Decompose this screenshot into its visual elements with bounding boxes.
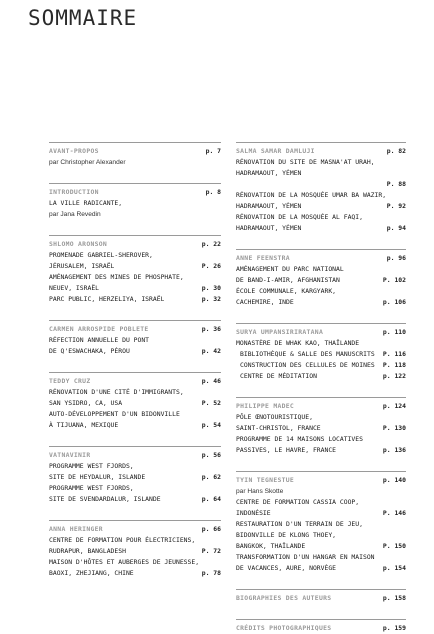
entry-title: INDONÉSIE [236, 509, 271, 517]
toc-section-heading[interactable] [49, 187, 221, 198]
entry-title: DE BAND-I-AMIR, AFGHANISTAN [236, 276, 340, 284]
entry-title: RÉNOVATION DE LA MOSQUÉE AL FAQI, [236, 213, 363, 221]
author-name: ANNE FEENSTRA [236, 254, 290, 262]
entry-title: BIBLIOTHÈQUE & SALLE DES MANUSCRITS [240, 350, 375, 358]
entry-title: PASSIVES, LE HAVRE, FRANCE [236, 446, 337, 454]
entry-title: BIDONVILLE DE KLONG THOEY, [236, 531, 337, 539]
page-number: P. 52 [201, 399, 221, 407]
entry-title: CENTRE DE FORMATION POUR ÉLECTRICIENS, [49, 536, 196, 544]
toc-entry[interactable] [49, 198, 221, 209]
author-name: ANNA HERINGER [49, 525, 103, 533]
page-number: p. 64 [201, 495, 221, 503]
page-number: p. 106 [382, 298, 406, 306]
toc-section [49, 183, 221, 220]
toc-entry[interactable] [236, 201, 406, 212]
toc-entry[interactable] [236, 371, 406, 382]
page-number: p. 159 [382, 624, 406, 632]
page-number: p. 54 [201, 421, 221, 429]
page-number: P. 130 [382, 424, 406, 432]
page-number: p. 7 [205, 147, 221, 155]
toc-entry[interactable] [49, 557, 221, 568]
toc-section-heading[interactable] [236, 146, 406, 157]
toc-entry[interactable] [49, 250, 221, 261]
entry-title: AMÉNAGEMENT DES MINES DE PHOSPHATE, [49, 273, 184, 281]
toc-right-column [236, 142, 406, 634]
page-number: P. 150 [382, 542, 406, 550]
entry-title: SITE DE HEYDALUR, ISLANDE [49, 473, 146, 481]
toc-entry[interactable] [49, 420, 221, 431]
entry-title: LA VILLE RADICANTE, [49, 199, 123, 207]
page-number: P. 102 [382, 276, 406, 284]
page-number: P. 116 [382, 350, 406, 358]
toc-entry[interactable] [236, 338, 406, 349]
toc-entry[interactable] [236, 297, 406, 308]
entry-title: RÉFECTION ANNUELLE DU PONT [49, 336, 150, 344]
toc-entry[interactable] [236, 264, 406, 275]
toc-entry[interactable] [236, 530, 406, 541]
page-number: p. 46 [201, 377, 221, 385]
toc-section-heading[interactable] [236, 327, 406, 338]
author-name: INTRODUCTION [49, 188, 99, 196]
toc-section-heading[interactable] [49, 376, 221, 387]
toc-entry[interactable] [236, 563, 406, 574]
toc-entry[interactable] [236, 486, 406, 497]
entry-title: PROGRAMME WEST FJORDS, [49, 462, 134, 470]
entry-title: PROMENADE GABRIEL-SHEROVER, [49, 251, 153, 259]
author-name: PHILIPPE MADEC [236, 402, 295, 410]
toc-entry[interactable] [236, 541, 406, 552]
toc-entry[interactable] [49, 461, 221, 472]
toc-entry[interactable] [236, 223, 406, 234]
toc-entry[interactable] [236, 179, 406, 190]
entry-title: JÉRUSALEM, ISRAËL [49, 262, 115, 270]
page-number: p. 158 [382, 594, 406, 602]
section-spacer [236, 574, 406, 589]
page-number: p. 78 [201, 569, 221, 577]
entry-title: PÔLE ŒNOTOURISTIQUE, [236, 413, 313, 421]
section-spacer [236, 308, 406, 323]
author-name: CARMEN ARROSPIDE POBLETE [49, 325, 149, 333]
author-name: VATNAVINIR [49, 451, 91, 459]
entry-title: RÉNOVATION D'UNE CITÉ D'IMMIGRANTS, [49, 388, 184, 396]
section-spacer [236, 604, 406, 619]
entry-title: CENTRE DE FORMATION CASSIA COOP, [236, 498, 360, 506]
entry-title: CACHEMIRE, INDE [236, 298, 294, 306]
toc-entry[interactable] [236, 349, 406, 360]
author-name: TEDDY CRUZ [49, 377, 91, 385]
page-number: P. 88 [386, 180, 406, 188]
toc-section [236, 397, 406, 456]
page-number: p. 56 [201, 451, 221, 459]
entry-title: RUDRAPUR, BANGLADESH [49, 547, 126, 555]
entry-title: ÉCOLE COMMUNALE, KARGYARK, [236, 287, 337, 295]
page-number: p. 136 [382, 446, 406, 454]
toc-entry[interactable] [236, 190, 406, 201]
entry-title: HADRAMAOUT, YÉMEN [236, 202, 302, 210]
page-number: p. 62 [201, 473, 221, 481]
entry-title: PROGRAMME WEST FJORDS, [49, 484, 134, 492]
toc-entry[interactable] [236, 508, 406, 519]
entry-title: PROGRAMME DE 14 MAISONS LOCATIVES [236, 435, 363, 443]
toc-entry[interactable] [236, 423, 406, 434]
toc-section [49, 142, 221, 168]
toc-section-heading[interactable] [236, 253, 406, 264]
section-spacer [49, 220, 221, 235]
toc-entry[interactable] [49, 261, 221, 272]
page-number: p. 94 [386, 224, 406, 232]
toc-entry[interactable] [49, 546, 221, 557]
entry-title: SITE DE SVENDARDALUR, ISLANDE [49, 495, 161, 503]
author-name: TYIN TEGNESTUE [236, 476, 295, 484]
entry-title: par Hans Skotte [236, 488, 284, 495]
toc-entry[interactable] [49, 568, 221, 579]
page-number: p. 32 [201, 295, 221, 303]
page-number: p. 110 [382, 328, 406, 336]
toc-entry[interactable] [236, 445, 406, 456]
entry-title: HADRAMAOUT, YÉMEN [236, 224, 302, 232]
page-number: p. 66 [201, 525, 221, 533]
toc-entry[interactable] [49, 494, 221, 505]
author-name: AVANT-PROPOS [49, 147, 99, 155]
toc-section [236, 249, 406, 308]
section-spacer [236, 234, 406, 249]
toc-entry[interactable] [49, 472, 221, 483]
toc-entry[interactable] [236, 497, 406, 508]
entry-title: RÉNOVATION DU SITE DE MASNA'AT URAH, [236, 158, 375, 166]
page-number: p. 42 [201, 347, 221, 355]
toc-entry[interactable] [49, 283, 221, 294]
toc-entry[interactable] [236, 434, 406, 445]
toc-section-heading[interactable] [49, 524, 221, 535]
toc-section [236, 471, 406, 574]
toc-left-column [49, 142, 221, 579]
toc-entry[interactable] [236, 412, 406, 423]
entry-title: RESTAURATION D'UN TERRAIN DE JEU, [236, 520, 363, 528]
section-spacer [49, 168, 221, 183]
entry-title: SAINT-CHRISTOL, FRANCE [236, 424, 321, 432]
toc-entry[interactable] [49, 346, 221, 357]
toc-entry[interactable] [236, 360, 406, 371]
entry-title: AUTO-DÉVELOPPEMENT D'UN BIDONVILLE [49, 410, 180, 418]
toc-entry[interactable] [236, 519, 406, 530]
entry-title: HADRAMAOUT, YÉMEN [236, 169, 302, 177]
toc-section [236, 589, 406, 604]
toc-entry[interactable] [49, 387, 221, 398]
toc-entry[interactable] [236, 157, 406, 168]
toc-section [49, 372, 221, 431]
entry-title: CENTRE DE MÉDITATION [240, 372, 317, 380]
entry-title: SAN YSIDRO, CA, USA [49, 399, 123, 407]
toc-section [49, 446, 221, 505]
toc-entry[interactable] [49, 209, 221, 220]
page-number: p. 8 [205, 188, 221, 196]
toc-section [49, 520, 221, 579]
entry-title: par Jana Revedin [49, 211, 101, 218]
toc-entry[interactable] [236, 552, 406, 563]
section-spacer [236, 382, 406, 397]
page-number: p. 22 [201, 240, 221, 248]
toc-entry[interactable] [49, 483, 221, 494]
page-number: P. 72 [201, 547, 221, 555]
entry-title: À TIJUANA, MEXIQUE [49, 421, 119, 429]
section-spacer [49, 357, 221, 372]
toc-entry[interactable] [236, 275, 406, 286]
page-number: p. 124 [382, 402, 406, 410]
toc-entry[interactable] [49, 272, 221, 283]
page-number: p. 140 [382, 476, 406, 484]
toc-section-heading[interactable] [49, 324, 221, 335]
toc-section [49, 235, 221, 305]
toc-section [236, 323, 406, 382]
entry-title: DE Q'ESWACHAKA, PÉROU [49, 347, 130, 355]
page-title: SOMMAIRE [28, 6, 138, 30]
author-name: SURYA UMPANSIRIRATANA [236, 328, 324, 336]
page-number: p. 30 [201, 284, 221, 292]
page-number: p. 36 [201, 325, 221, 333]
page-number: P. 92 [386, 202, 406, 210]
toc-entry[interactable] [236, 286, 406, 297]
toc-section-heading[interactable] [236, 401, 406, 412]
toc-section-heading[interactable] [236, 593, 406, 604]
author-name: SHLOMO ARONSON [49, 240, 108, 248]
section-spacer [49, 431, 221, 446]
entry-title: NEUEV, ISRAËL [49, 284, 100, 292]
toc-section-heading[interactable] [49, 450, 221, 461]
page-number: P. 146 [382, 509, 406, 517]
entry-title: BAOXI, ZHEJIANG, CHINE [49, 569, 134, 577]
toc-section [49, 320, 221, 357]
entry-title: BANGKOK, THAÏLANDE [236, 542, 306, 550]
page-number: p. 122 [382, 372, 406, 380]
entry-title: CONSTRUCTION DES CELLULES DE MOINES [240, 361, 375, 369]
page-number: P. 118 [382, 361, 406, 369]
page-number: p. 82 [386, 147, 406, 155]
section-spacer [236, 456, 406, 471]
toc-entry[interactable] [49, 335, 221, 346]
toc-entry[interactable] [49, 535, 221, 546]
toc-section-heading[interactable] [236, 623, 406, 634]
entry-title: MONASTÈRE DE WHAK KAO, THAÏLANDE [236, 339, 360, 347]
toc-entry[interactable] [49, 398, 221, 409]
toc-entry[interactable] [236, 168, 406, 179]
toc-entry[interactable] [236, 212, 406, 223]
entry-title: RÉNOVATION DE LA MOSQUÉE UMAR BA WAZIR, [236, 191, 387, 199]
toc-entry[interactable] [49, 409, 221, 420]
entry-title: TRANSFORMATION D'UN HANGAR EN MAISON [236, 553, 375, 561]
section-spacer [49, 305, 221, 320]
author-name: CRÉDITS PHOTOGRAPHIQUES [236, 624, 332, 632]
toc-section-heading[interactable] [49, 239, 221, 250]
page-number: p. 154 [382, 564, 406, 572]
author-name: BIOGRAPHIES DES AUTEURS [236, 594, 332, 602]
toc-section-heading[interactable] [49, 146, 221, 157]
toc-entry[interactable] [49, 157, 221, 168]
toc-entry[interactable] [49, 294, 221, 305]
page-number: P. 26 [201, 262, 221, 270]
entry-title: PARC PUBLIC, HERZELIYA, ISRAËL [49, 295, 165, 303]
section-spacer [49, 505, 221, 520]
entry-title: AMÉNAGEMENT DU PARC NATIONAL [236, 265, 344, 273]
entry-title: par Christopher Alexander [49, 159, 126, 166]
toc-section [236, 142, 406, 234]
entry-title: DE VACANCES, AURE, NORVÈGE [236, 564, 337, 572]
page-number: p. 96 [386, 254, 406, 262]
author-name: SALMA SAMAR DAMLUJI [236, 147, 315, 155]
toc-section-heading[interactable] [236, 475, 406, 486]
entry-title: MAISON D'HÔTES ET AUBERGES DE JEUNESSE, [49, 558, 200, 566]
toc-section [236, 619, 406, 634]
